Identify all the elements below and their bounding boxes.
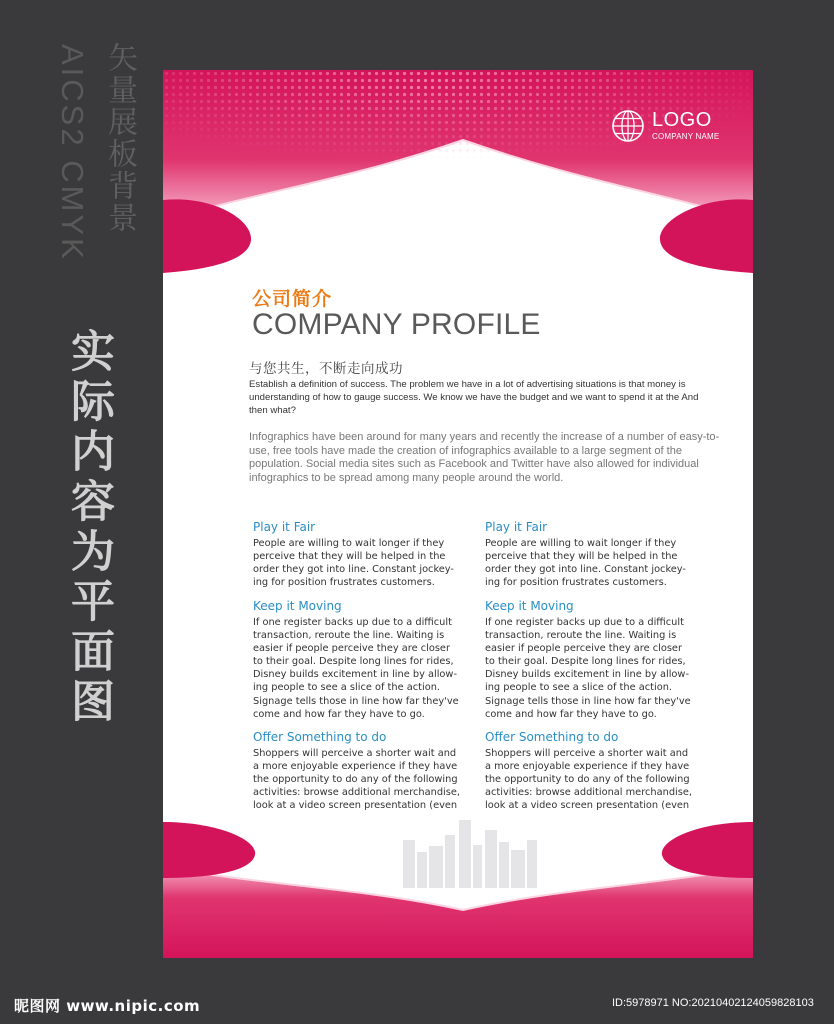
intro-paragraph-2: Infographics have been around for many years and recently the increase of a number of easy-to-use, free tools have made the creation of infographics available to a large segment of the population. Social media sites such as Facebook and Twitter have also allowed for individual infographics to be spread among many people around the world. xyxy=(249,431,720,484)
image-id: ID:5978971 NO:20210402124059828103 xyxy=(612,997,814,1009)
side-label-cn-small: 矢量展板背景 xyxy=(102,42,137,234)
watermark-site: 昵图网 www.nipic.com xyxy=(14,997,201,1015)
top-left-bulge xyxy=(163,199,251,273)
title-en: COMPANY PROFILE xyxy=(252,308,541,341)
section-offer-something xyxy=(253,730,473,812)
bottom-band xyxy=(163,865,753,958)
section-body: Shoppers will perceive a shorter wait and a more enjoyable experience if they have the opportunity to do any of the following activities: browse additional merchandise, look at a video screen presentation (even xyxy=(485,748,693,812)
side-label-latin: AICS2 CMYK xyxy=(55,44,90,262)
section-body: If one register backs up due to a difficult transaction, reroute the line. Waiting is easier if people perceive they are closer to their goal. Despite long lines for rides, Disney builds excitement in line by allow- ing people to see a slice of the action. Signage tells those in line how far they've come and how far they have to go. xyxy=(485,617,691,720)
column-left xyxy=(253,520,473,820)
intro-paragraph-1: Establish a definition of success. The problem we have in a lot of advertising situations is that money is understanding of how to gauge success. We know we have the budget and we want to spend it at the And then what? xyxy=(249,379,699,416)
section-keep-it-moving xyxy=(485,599,705,722)
poster-decoration xyxy=(163,70,753,958)
section-heading: Keep it Moving xyxy=(485,599,574,613)
logo-text: LOGO xyxy=(652,109,712,131)
section-heading: Offer Something to do xyxy=(485,730,619,744)
section-heading: Play it Fair xyxy=(485,520,548,534)
section-heading: Keep it Moving xyxy=(253,599,342,613)
bottom-right-bulge xyxy=(662,822,753,878)
column-right xyxy=(485,520,705,820)
section-body: Shoppers will perceive a shorter wait and a more enjoyable experience if they have the opportunity to do any of the following activities: browse additional merchandise, look at a video screen presentation (even xyxy=(253,748,461,812)
section-body: If one register backs up due to a difficult transaction, reroute the line. Waiting is easier if people perceive they are closer to their goal. Despite long lines for rides, Disney builds excitement in line by allow- ing people to see a slice of the action. Signage tells those in line how far they've come and how far they have to go. xyxy=(253,617,459,720)
section-keep-it-moving xyxy=(253,599,473,722)
section-body: People are willing to wait longer if they perceive that they will be helped in the order they got into line. Constant jockey- ing for position frustrates customers. xyxy=(485,538,686,589)
section-play-it-fair xyxy=(253,520,473,591)
side-label-cn-big: 实际内容为平面图 xyxy=(63,328,114,728)
logo-company-name: COMPANY NAME xyxy=(652,132,720,141)
globe-icon xyxy=(610,108,646,144)
section-play-it-fair xyxy=(485,520,705,591)
profile-poster xyxy=(163,70,753,958)
section-heading: Offer Something to do xyxy=(253,730,387,744)
bottom-left-bulge xyxy=(163,822,255,878)
city-skyline xyxy=(403,820,537,888)
slogan: 与您共生，不断走向成功 xyxy=(249,361,403,377)
logo xyxy=(610,108,750,148)
top-right-bulge xyxy=(660,199,753,273)
section-heading: Play it Fair xyxy=(253,520,316,534)
title-cn: 公司简介 xyxy=(252,288,333,310)
section-body: People are willing to wait longer if they perceive that they will be helped in the order they got into line. Constant jockey- ing for position frustrates customers. xyxy=(253,538,454,589)
section-offer-something xyxy=(485,730,705,812)
